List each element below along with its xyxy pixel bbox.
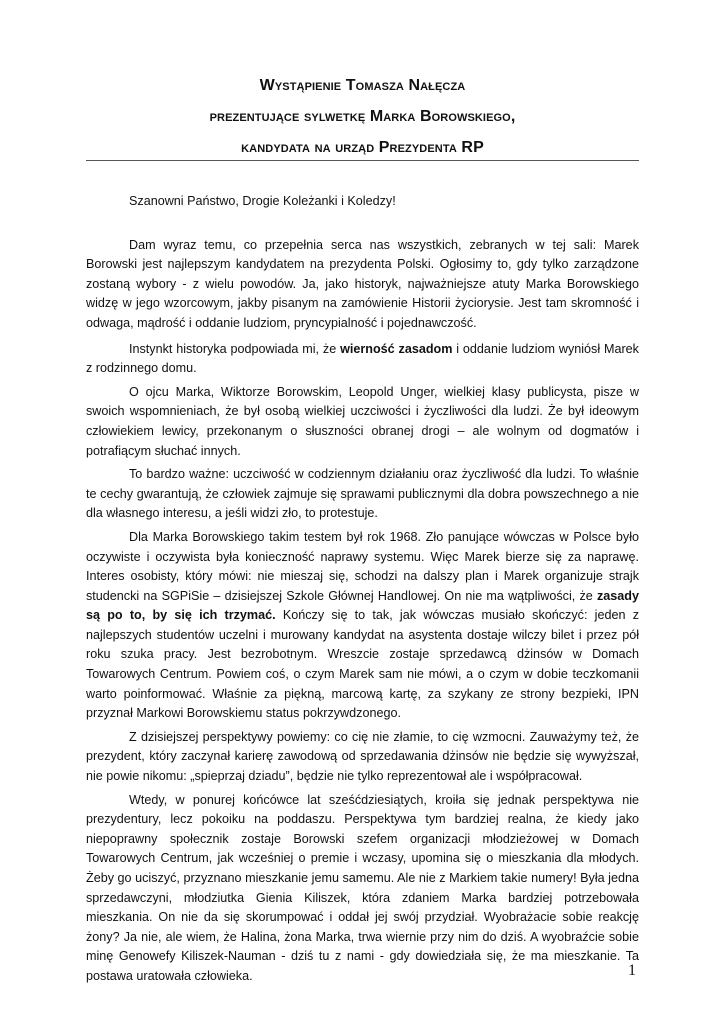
greeting: Szanowni Państwo, Drogie Koleżanki i Koledzy!: [129, 194, 396, 208]
paragraph-5-text-c: Kończy się to tak, jak wówczas musiało skończyć: jeden z najlepszych studentów uczelni i murowany kandydat na asystenta dostaje wilczy bilet i przez pół roku szuka pracy. Jest bezrobotnym. Wreszcie zostaje sprzedawcą dżinsów w Domach Towarowych Centrum. Powiem coś, o czym Marek sam nie mówi, a o czym w dobie teczkomanii warto poinformować. Właśnie za piękną, marcową kartę, za szykany ze strony bezpieki, IPN przyznał Markowi Borowskiemu status pokrzywdzonego.: [86, 608, 639, 721]
document-title: [86, 72, 639, 162]
speech-body: [86, 192, 639, 991]
paragraph-7: Wtedy, w ponurej końcówce lat sześćdziesiątych, kroiła się jednak perspektywa nie prezydentury, lecz pokoiku na poddaszu. Perspektywa tym bardziej realna, że kiedy jako niepoprawny społecznik zostaje Borowski szefem organizacji młodzieżowej w Domach Towarowych Centrum, jak wcześniej o premie i wczasy, upomina się o mieszkania dla młodych. Żeby go uciszyć, przyznano mieszkanie jemu samemu. Ale nie z Markiem takie numery! Była jedna sprzedawczyni, młodziutka Gienia Kiliszek, która zdaniem Marka bardziej potrzebowała mieszkania. On nie da się skorumpować i oddał jej swój przydział. Wyobrażacie sobie reakcję żony? Ja nie, ale wiem, że Halina, żona Marka, trwa wiernie przy nim do dziś. A wyobraźcie sobie minę Genowefy Kiliszek-Nauman - dziś tu z nami - gdy dowiedziała się, że ma mieszkanie. Ta postawa uratowała człowieka.: [86, 792, 639, 983]
paragraph-6: Z dzisiejszej perspektywy powiemy: co cię nie złamie, to cię wzmocni. Zauważymy też, że prezydent, który zaczynał karierę zawodową od sprzedawania dżinsów nie będzie się wywyższał, nie powie nikomu: „spieprzaj dziadu”, będzie nie tylko reprezentował ale i współpracował.: [86, 729, 639, 784]
paragraph-5-bold: zasady są po to, by się ich trzymać.: [86, 588, 639, 623]
title-line-3: kandydata na urząd Prezydenta RP: [241, 139, 484, 156]
paragraph-4: To bardzo ważne: uczciwość w codziennym działaniu oraz życzliwość dla ludzi. To właśnie te cechy gwarantują, że człowiek zajmuje się sprawami publicznymi dla dobra powszechnego a nie dla własnego interesu, a jeśli widzi zło, to protestuje.: [86, 467, 639, 521]
paragraph-5-text-a: Dla Marka Borowskiego takim testem był rok 1968. Zło panujące wówczas w Polsce było oczywiste i oczywista była konieczność naprawy systemu. Więc Marek bierze się za naprawę. Interes osobisty, który mówi: nie mieszaj się, schodzi na dalszy plan i Marek organizuje strajk studencki na SGPiSie – dzisiejszej Szkole Głównej Handlowej. On nie ma wątpliwości, że: [86, 529, 639, 603]
title-line-1: Wystąpienie Tomasza Nałęcza: [259, 77, 466, 94]
title-divider: [86, 160, 639, 161]
paragraph-2: [86, 340, 639, 379]
paragraph-3: O ojcu Marka, Wiktorze Borowskim, Leopold Unger, wielkiej klasy publicysta, pisze w swoich wspomnieniach, że był osobą wielkiej uczciwości i życzliwości dla ludzi. Że był ideowym człowiekiem lewicy, przekonanym o słuszności obranej drogi – ale wolnym od dogmatów i potrafiącym słuchać innych.: [86, 384, 639, 458]
paragraph-5: [86, 528, 639, 724]
page-number: 1: [628, 962, 636, 979]
paragraph-1: Dam wyraz temu, co przepełnia serca nas wszystkich, zebranych w tej sali: Marek Borowski jest najlepszym kandydatem na prezydenta Polski. Ogłosimy to, gdy tylko zarządzone zostaną wybory - z wielu powodów. Ja, jako historyk, najważniejsze atuty Marka Borowskiego widzę w jego wzorcowym, jakby pisanym na zamówienie Historii życiorysie. Jest tam skromność i odwaga, mądrość i oddanie ludziom, pryncypialność i pojednawczość.: [86, 237, 639, 330]
paragraph-2-bold: wierność zasadom: [340, 341, 453, 356]
paragraph-2-text-a: Instynkt historyka podpowiada mi, że: [129, 341, 341, 356]
title-line-2: prezentujące sylwetkę Marka Borowskiego,: [209, 108, 516, 125]
paragraph-2-text-c: i oddanie ludziom wyniósł Marek z rodzinnego domu.: [86, 341, 639, 376]
